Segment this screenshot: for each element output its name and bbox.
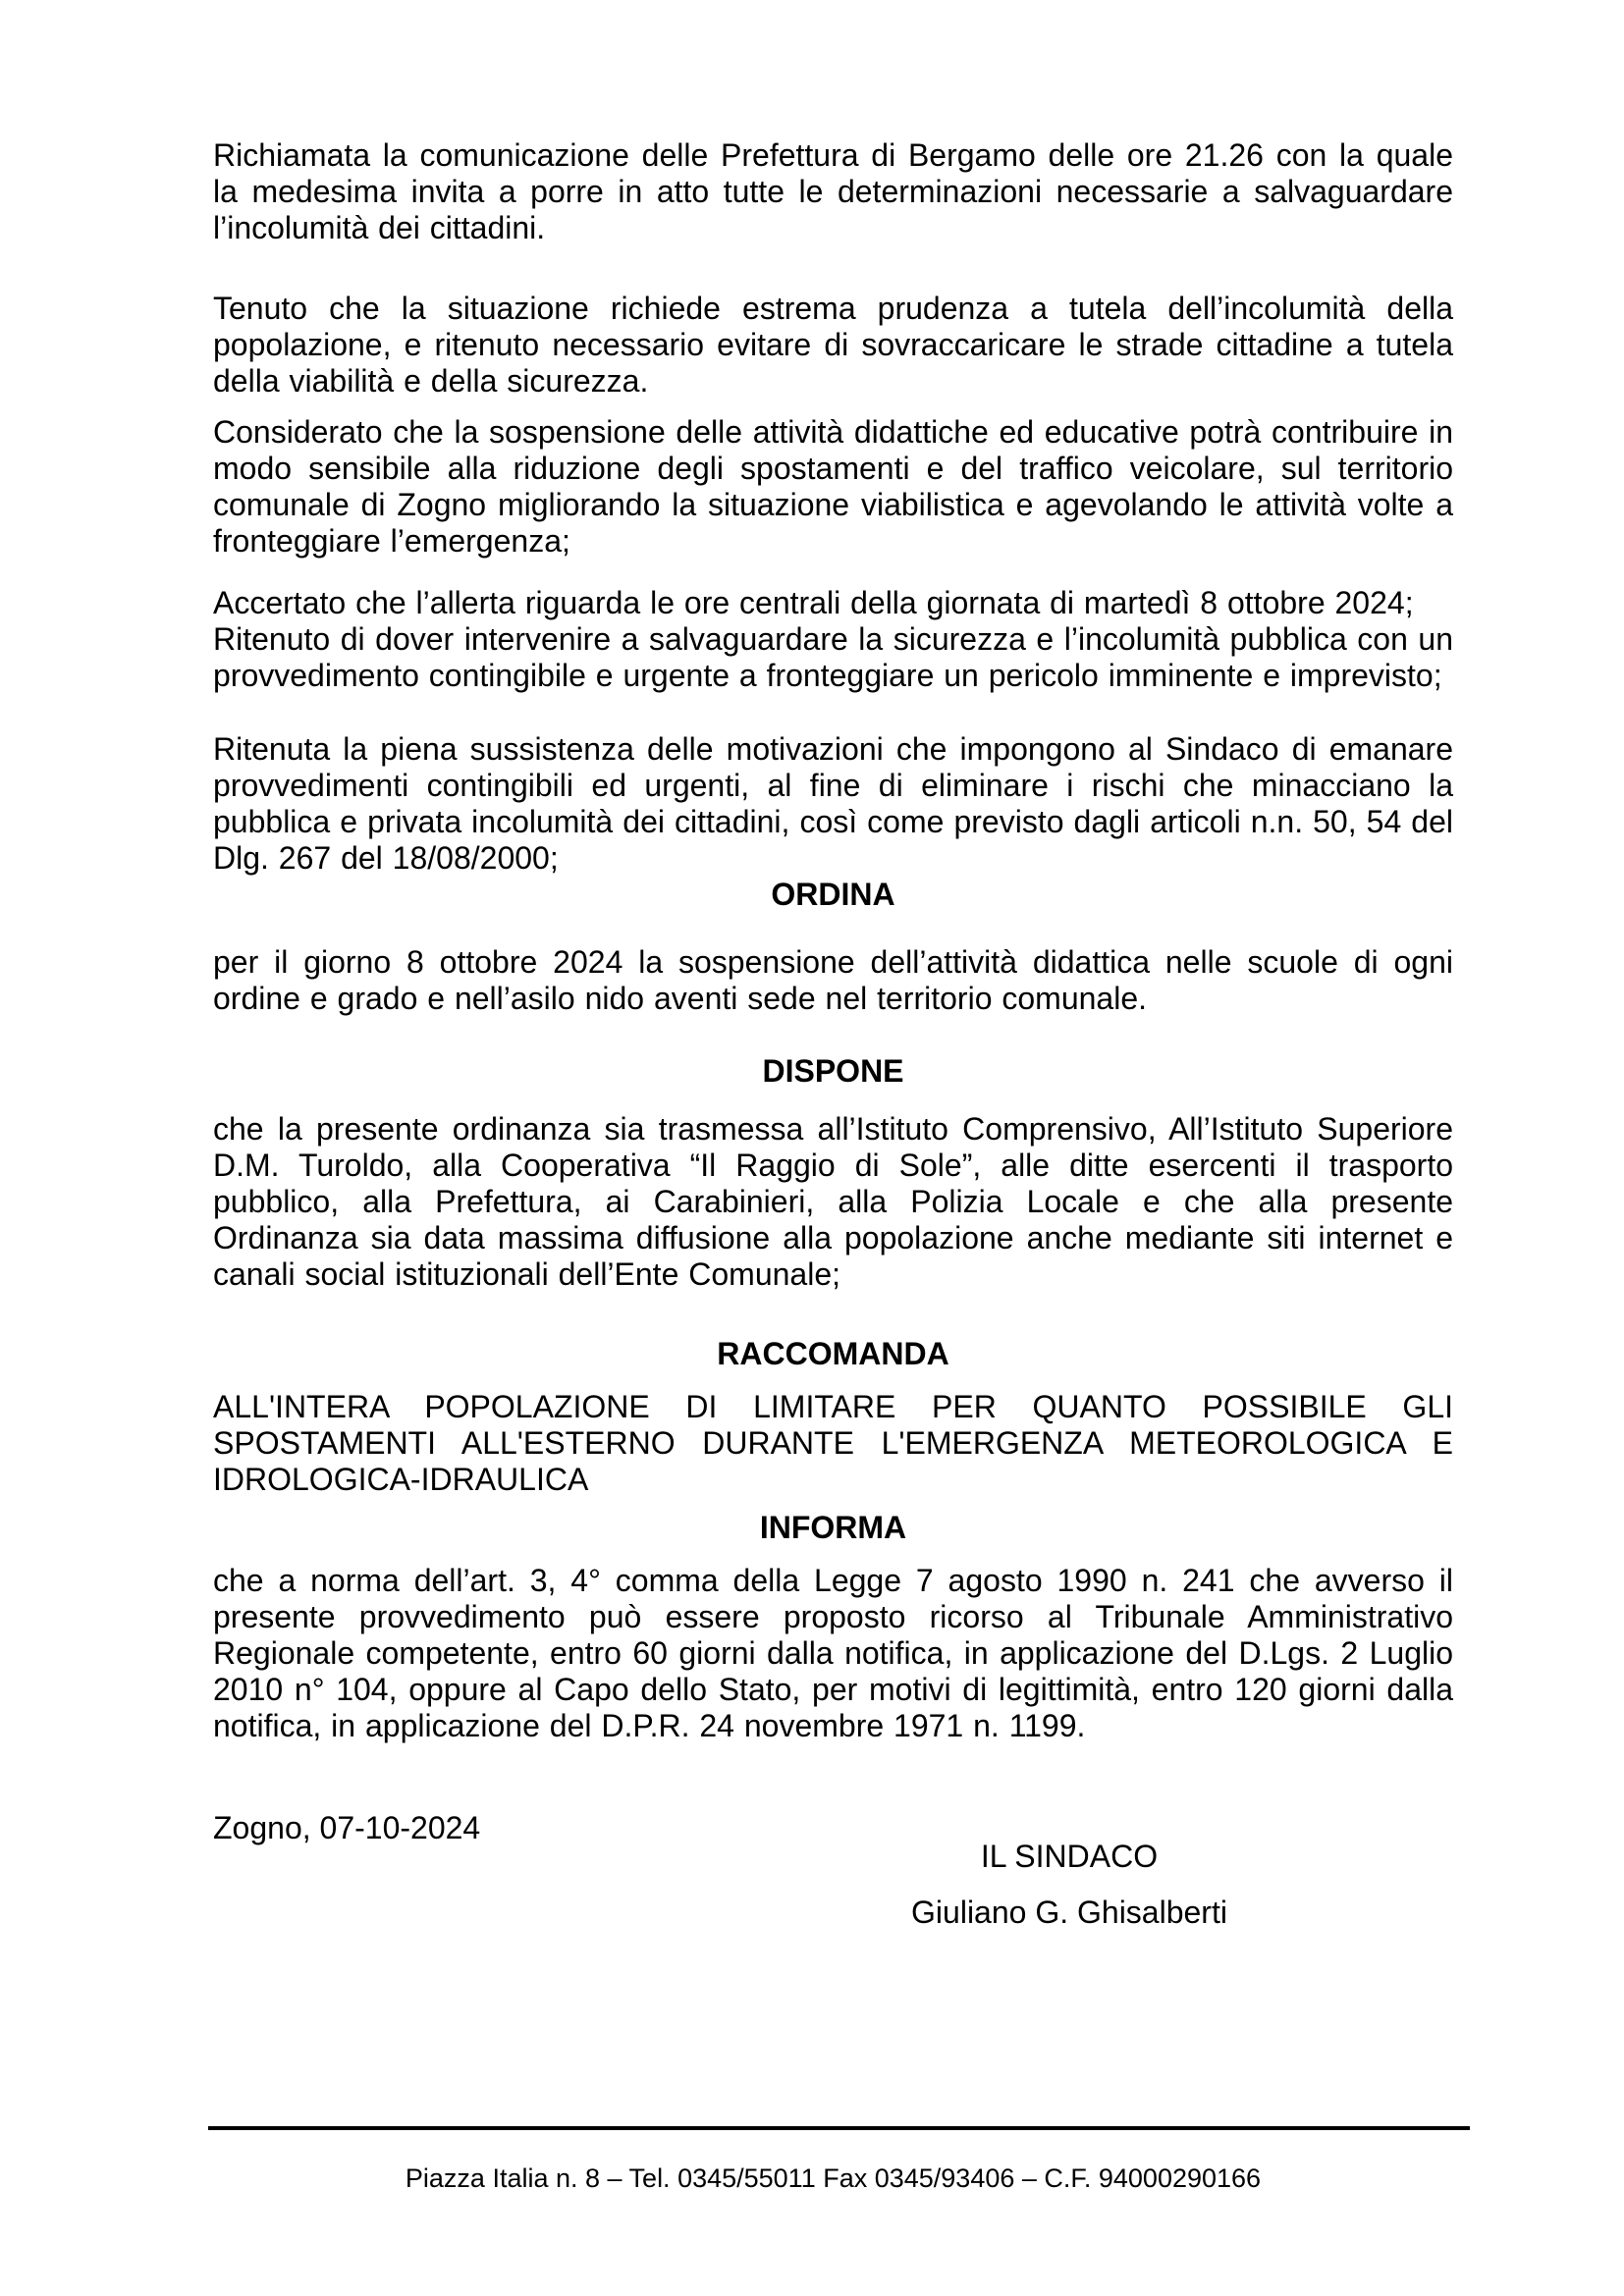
footer-divider	[208, 2126, 1470, 2130]
paragraph-ritenuto: Ritenuto di dover intervenire a salvaguardare la sicurezza e l’incolumità pubblica con un provvedimento contingibile e urgente a fronteggiare un pericolo imminente e imprevisto;	[213, 621, 1453, 693]
signature-place-date: Zogno, 07-10-2024	[213, 1810, 481, 1845]
paragraph-considerato: Considerato che la sospensione delle attività didattiche ed educative potrà contribuire in modo sensibile alla riduzione degli spostamenti e del traffico veicolare, sul territorio comunale di Zogno migliorando la situazione viabilistica e agevolando le attività volte a fronteggiare l’emergenza;	[213, 414, 1453, 559]
paragraph-ordina-text: per il giorno 8 ottobre 2024 la sospensione dell’attività didattica nelle scuole di ogni ordine e grado e nell’asilo nido aventi sede nel territorio comunale.	[213, 944, 1453, 1016]
signature-name: Giuliano G. Ghisalberti	[911, 1895, 1227, 1930]
paragraph-accertato: Accertato che l’allerta riguarda le ore centrali della giornata di martedì 8 ottobre 2024;	[213, 585, 1414, 620]
paragraph-dispone-text: che la presente ordinanza sia trasmessa all’Istituto Comprensivo, All’Istituto Superiore D.M. Turoldo, alla Cooperativa “Il Raggio di Sole”, alle ditte esercenti il trasporto pubblico, alla Prefettura, ai Carabinieri, alla Polizia Locale e che alla presente Ordinanza sia data massima diffusione alla popolazione anche mediante siti internet e canali social istituzionali dell’Ente Comunale;	[213, 1111, 1453, 1292]
heading-informa: INFORMA	[759, 1510, 907, 1545]
signature-block	[213, 1810, 1453, 1977]
heading-raccomanda: RACCOMANDA	[717, 1336, 949, 1371]
signature-role: IL SINDACO	[980, 1839, 1159, 1874]
heading-ordina: ORDINA	[771, 877, 895, 912]
heading-dispone: DISPONE	[762, 1053, 904, 1089]
footer-contact: Piazza Italia n. 8 – Tel. 0345/55011 Fax 0345/93406 – C.F. 94000290166	[405, 2163, 1262, 2193]
paragraph-tenuto: Tenuto che la situazione richiede estrema prudenza a tutela dell’incolumità della popolazione, e ritenuto necessario evitare di sovraccaricare le strade cittadine a tutela della viabilità e della sicurezza.	[213, 291, 1453, 399]
signature-right-column	[775, 1839, 1364, 1931]
paragraph-raccomanda-text: ALL'INTERA POPOLAZIONE DI LIMITARE PER QUANTO POSSIBILE GLI SPOSTAMENTI ALL'ESTERNO DURANTE L'EMERGENZA METEOROLOGICA E IDROLOGICA-IDRAULICA	[213, 1389, 1453, 1497]
paragraph-ritenuta: Ritenuta la piena sussistenza delle motivazioni che impongono al Sindaco di emanare provvedimenti contingibili ed urgenti, al fine di eliminare i rischi che minacciano la pubblica e privata incolumità dei cittadini, così come previsto dagli articoli n.n. 50, 54 del Dlg. 267 del 18/08/2000;	[213, 731, 1453, 876]
paragraph-informa-text: che a norma dell’art. 3, 4° comma della Legge 7 agosto 1990 n. 241 che avverso il presente provvedimento può essere proposto ricorso al Tribunale Amministrativo Regionale competente, entro 60 giorni dalla notifica, in applicazione del D.Lgs. 2 Luglio 2010 n° 104, oppure al Capo dello Stato, per motivi di legittimità, entro 120 giorni dalla notifica, in applicazione del D.P.R. 24 novembre 1971 n. 1199.	[213, 1563, 1453, 1743]
paragraph-richiamata: Richiamata la comunicazione delle Prefettura di Bergamo delle ore 21.26 con la quale la medesima invita a porre in atto tutte le determinazioni necessarie a salvaguardare l’incolumità dei cittadini.	[213, 137, 1453, 245]
document-body	[213, 137, 1453, 1977]
